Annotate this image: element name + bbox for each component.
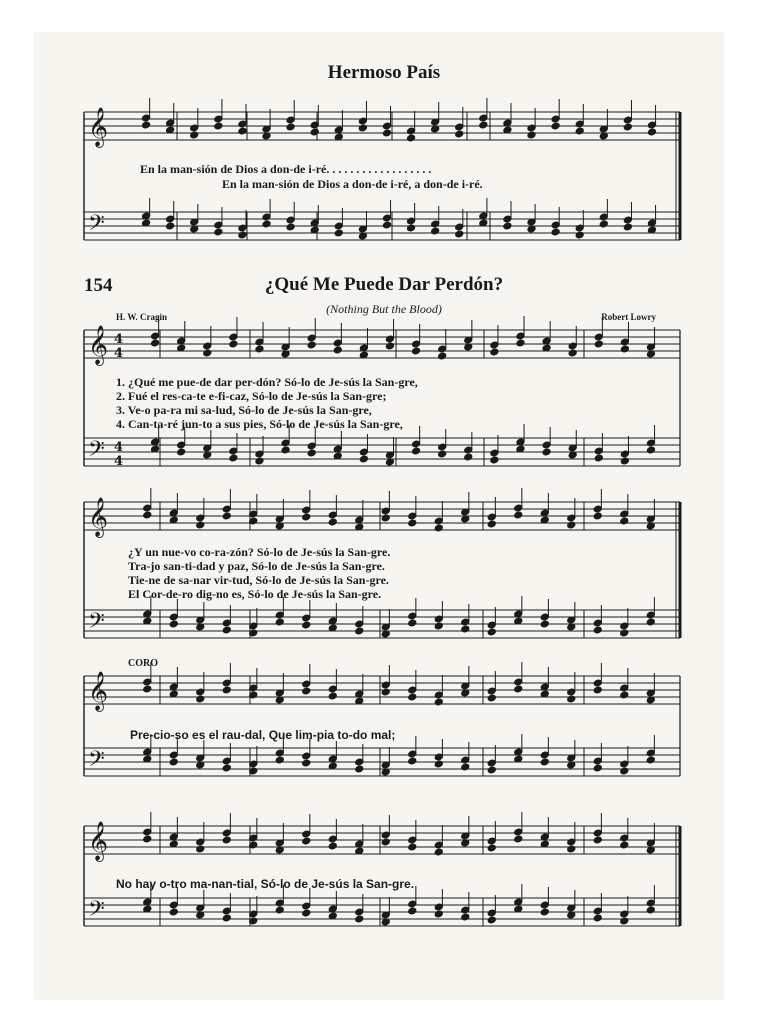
svg-text:𝄞: 𝄞 [88,671,109,711]
chorus-line-2: No hay o-tro ma-nan-tial, Só-lo de Je-sús la San-gre. [116,877,415,891]
verse-3-line-b: Tie-ne de sa-nar vir-tud, Só-lo de Je-sús la San-gre. [128,573,389,587]
svg-text:𝄢: 𝄢 [88,747,105,777]
verse-3-line-a: 3. Ve-o pa-ra mi sa-lud, Só-lo de Je-sús la San-gre, [116,403,372,417]
hymn-subtitle: (Nothing But the Blood) [326,302,442,316]
lyricist-credit: H. W. Cragin [116,312,168,322]
hymn-top-lyric-2: En la man-sión de Dios a don-de i-ré, a don-de i-ré. [222,177,483,191]
svg-text:𝄢: 𝄢 [88,211,105,241]
svg-text:4: 4 [114,346,124,361]
composer-credit: Robert Lowry [601,312,656,322]
svg-text:𝄢: 𝄢 [88,897,105,927]
svg-text:𝄞: 𝄞 [88,107,109,147]
hymn-top-lyric-1: En la man-sión de Dios a don-de i-ré. . . . . . . . . . . . . . . . . . [140,162,432,176]
svg-text:4: 4 [114,440,124,455]
verse-4-line-b: El Cor-de-ro dig-no es, Só-lo de Je-sús la San-gre. [128,587,382,601]
svg-text:𝄞: 𝄞 [88,821,109,861]
svg-text:𝄞: 𝄞 [88,325,109,365]
svg-text:4: 4 [114,454,124,469]
svg-text:𝄞: 𝄞 [88,497,109,537]
hymn-title: ¿Qué Me Puede Dar Perdón? [264,274,504,295]
verse-1-line-a: 1. ¿Qué me pue-de dar per-dón? Só-lo de Je-sús la San-gre, [116,375,418,389]
hymn-top-title: Hermoso País [327,62,441,83]
hymn-number: 154 [84,275,113,296]
chorus-label: CORO [128,658,158,669]
svg-text:4: 4 [114,332,124,347]
verse-2-line-b: Tra-jo san-ti-dad y paz, Só-lo de Je-sús la San-gre. [128,559,385,573]
svg-text:𝄢: 𝄢 [88,437,105,467]
verse-1-line-b: ¿Y un nue-vo co-ra-zón? Só-lo de Je-sús la San-gre. [128,545,391,559]
verse-4-line-a: 4. Can-ta-ré jun-to a sus pies, Só-lo de Je-sús la San-gre, [116,417,403,431]
svg-text:𝄢: 𝄢 [88,609,105,639]
chorus-line-1: Pre-cio-so es el rau-dal, Que lim-pia to-do mal; [130,728,396,742]
verse-2-line-a: 2. Fué el res-ca-te e-fi-caz, Só-lo de Je-sús la San-gre; [116,389,387,403]
